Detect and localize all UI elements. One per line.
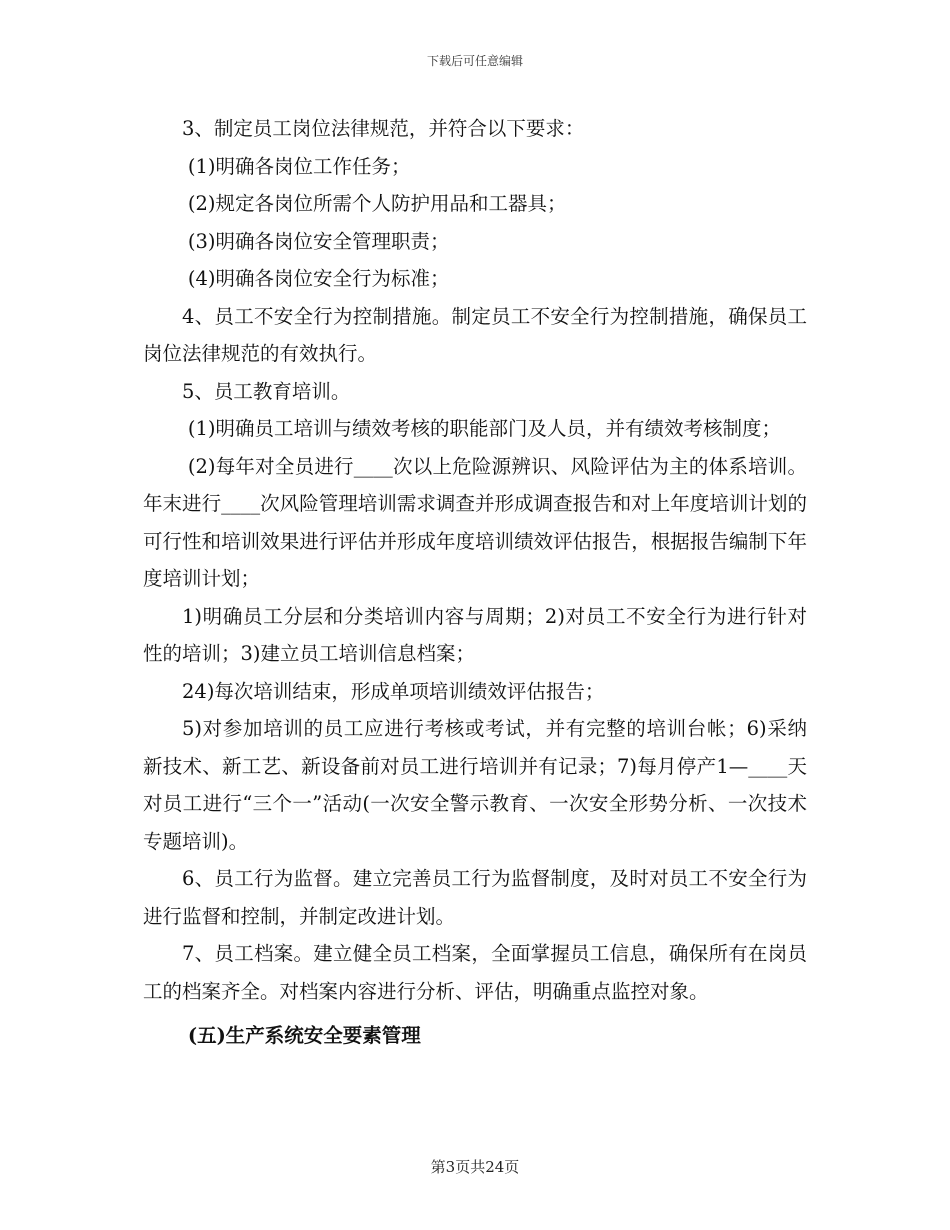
paragraph-item-7: 7、员工档案。建立健全员工档案，全面掌握员工信息，确保所有在岗员工的档案齐全。对档案内容进行分析、评估，明确重点监控对象。	[143, 942, 807, 1003]
document-body	[143, 110, 807, 1055]
paragraph-training-list-b: 24)每次培训结束，形成单项培训绩效评估报告；	[182, 679, 605, 703]
page-header: 下载后可任意编辑	[426, 54, 523, 68]
paragraph-item-6: 6、员工行为监督。建立完善员工行为监督制度，及时对员工不安全行为进行监督和控制，并制定改进计划。	[143, 867, 807, 928]
paragraph-subitem-1: (1)明确各岗位工作任务；	[187, 154, 411, 178]
paragraph-item-4: 4、员工不安全行为控制措施。制定员工不安全行为控制措施，确保员工岗位法律规范的有效执行。	[143, 304, 807, 365]
paragraph-training-list-c: 5)对参加培训的员工应进行考核或考试，并有完整的培训台帐；6)采纳新技术、新工艺、新设备前对员工进行培训并有记录；7)每月停产1—____天对员工进行“三个一”活动(一次安全警示教育、一次安全形势分析、一次技术专题培训)。	[143, 717, 807, 853]
section-heading: (五)生产系统安全要素管理	[187, 1024, 421, 1047]
paragraph-subitem-4: (4)明确各岗位安全行为标准；	[187, 267, 450, 290]
paragraph-training-1: (1)明确员工培训与绩效考核的职能部门及人员，并有绩效考核制度；	[187, 417, 781, 440]
paragraph-training-2: (2)每年对全员进行____次以上危险源辨识、风险评估为主的体系培训。年末进行____次风险管理培训需求调查并形成调查报告和对上年度培训计划的可行性和培训效果进行评估并形成年度培训绩效评估报告，根据报告编制下年度培训计划；	[143, 454, 807, 590]
paragraph-training-list-a: 1)明确员工分层和分类培训内容与周期；2)对员工不安全行为进行针对性的培训；3)建立员工培训信息档案；	[143, 604, 807, 665]
paragraph-item-3: 3、制定员工岗位法律规范，并符合以下要求：	[182, 117, 585, 140]
paragraph-item-5: 5、员工教育培训。	[182, 379, 351, 403]
paragraph-subitem-2: (2)规定各岗位所需个人防护用品和工器具；	[187, 192, 567, 215]
paragraph-subitem-3: (3)明确各岗位安全管理职责；	[187, 229, 450, 253]
page-footer: 第3页共24页	[430, 1158, 520, 1176]
